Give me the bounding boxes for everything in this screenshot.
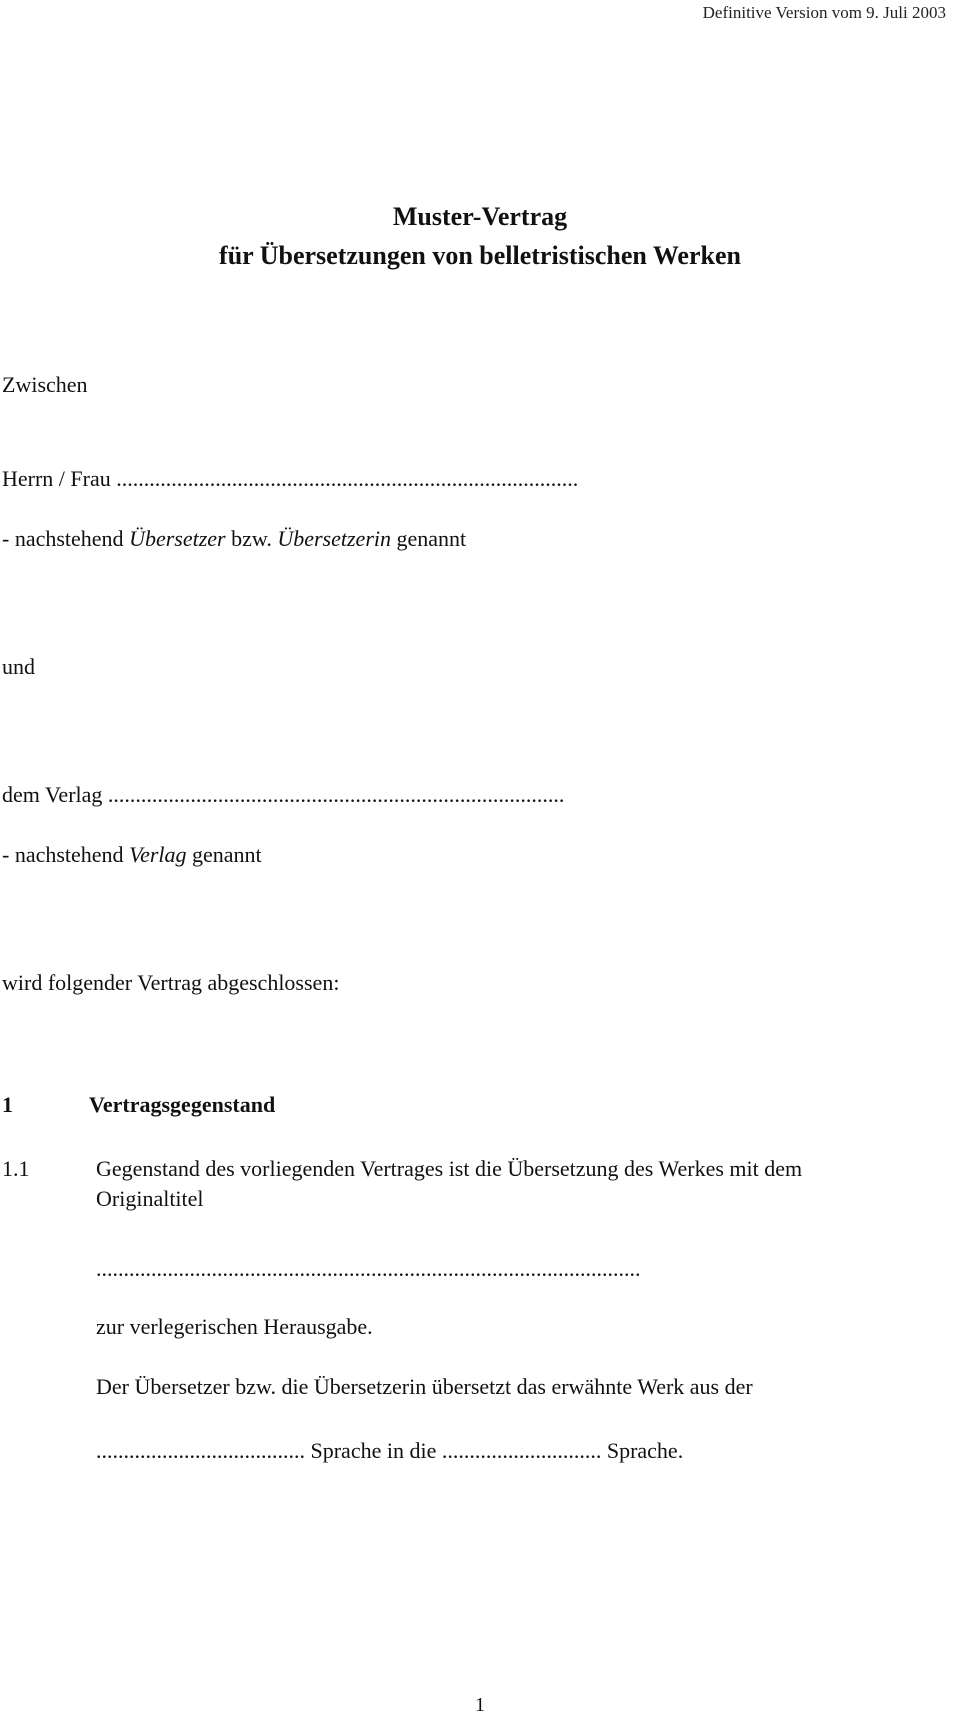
translation-language-text: Der Übersetzer bzw. die Übersetzerin übersetzt das erwähnte Werk aus der bbox=[96, 1374, 753, 1399]
clause-number: 1.1 bbox=[2, 1156, 30, 1181]
language-blanks-line: ...................................... Sprache in die ............................. Sprache. bbox=[96, 1438, 684, 1463]
publisher-name-line: dem Verlag ................................................................................... bbox=[2, 782, 565, 807]
version-note: Definitive Version vom 9. Juli 2003 bbox=[702, 3, 946, 22]
document-title: Muster-Vertrag bbox=[392, 202, 568, 231]
clause-text-line2: Originaltitel bbox=[96, 1186, 204, 1211]
translator-name-line: Herrn / Frau .................................................................................... bbox=[2, 466, 579, 491]
section-heading: Vertragsgegenstand bbox=[89, 1092, 276, 1117]
publisher-designation bbox=[2, 842, 262, 868]
designation-suffix: genannt bbox=[186, 842, 262, 867]
designation-suffix: genannt bbox=[391, 526, 467, 551]
and-label: und bbox=[2, 654, 35, 679]
agreement-intro: wird folgender Vertrag abgeschlossen: bbox=[2, 970, 340, 995]
designation-prefix: - nachstehend bbox=[2, 842, 130, 867]
publisher-term: Verlag bbox=[129, 842, 187, 867]
section-number: 1 bbox=[2, 1092, 13, 1117]
translator-term: Übersetzer bbox=[129, 526, 226, 551]
clause-text-line1: Gegenstand des vorliegenden Vertrages ist die Übersetzung des Werkes mit dem bbox=[96, 1156, 803, 1181]
original-title-blank: ................................................................................................... bbox=[96, 1256, 641, 1281]
designation-middle: bzw. bbox=[225, 526, 278, 551]
publication-purpose: zur verlegerischen Herausgabe. bbox=[96, 1314, 373, 1339]
document-subtitle: für Übersetzungen von belletristischen Werken bbox=[219, 241, 741, 270]
between-label: Zwischen bbox=[2, 372, 88, 397]
designation-prefix: - nachstehend bbox=[2, 526, 130, 551]
translator-designation bbox=[2, 526, 466, 552]
translatoress-term: Übersetzerin bbox=[277, 526, 391, 551]
page-number: 1 bbox=[475, 1694, 485, 1716]
